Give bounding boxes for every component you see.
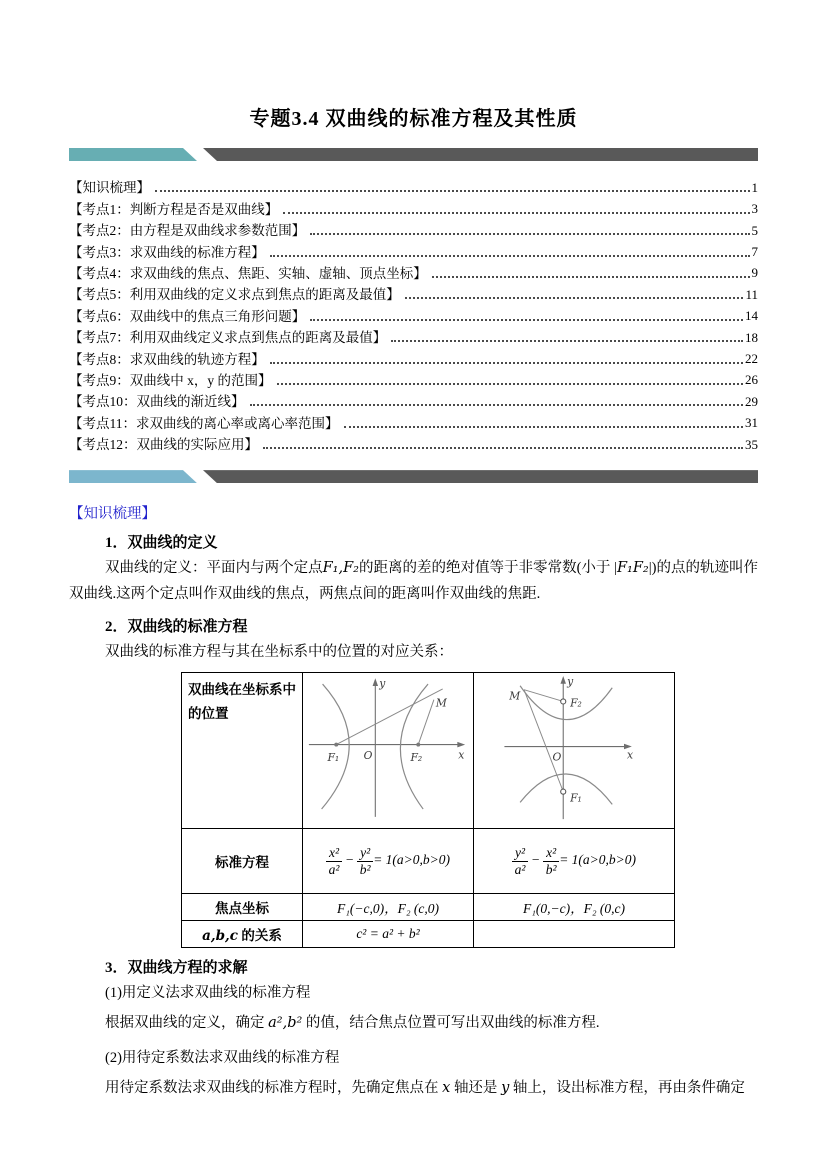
toc-item-label[interactable]: 【考点8：求双曲线的轨迹方程】 (69, 351, 265, 367)
toc-item-label[interactable]: 【知识梳理】 (69, 180, 150, 196)
math-x: x (442, 1080, 451, 1097)
math-f1f2-abs: F₁F₂ (616, 560, 649, 577)
axis-label-x: x (458, 748, 465, 762)
hyperbola-x-axis-diagram (305, 674, 471, 823)
definition-text: 双曲线的定义：平面内与两个定点 (105, 560, 323, 577)
toc-item-page: 35 (745, 436, 758, 452)
section3-line1: (1)用定义法求双曲线的标准方程 (105, 985, 311, 1002)
focus1-label: F₁ (327, 751, 340, 765)
fraction-x2-b2: $\frac{\text{x²}}{\text{b²}}$ (543, 845, 559, 878)
toc-row[interactable] (69, 389, 758, 410)
decorative-bar-top (69, 148, 758, 161)
foci-x-axis: F₁(−c,0)，F₂ (c,0) (303, 894, 474, 921)
focus2-label: F₂ (410, 751, 423, 765)
focus2-label: F₂ (569, 696, 582, 710)
axis-label-x: x (626, 748, 633, 762)
knowledge-heading: 【知识梳理】 (69, 506, 156, 523)
toc-item-label[interactable]: 【考点12：双曲线的实际应用】 (69, 437, 258, 453)
equation-rhs: = 1(a>0,b>0) (559, 852, 637, 868)
definition-text: 的距离的差的绝对值等于非零常数(小于 | (358, 560, 617, 577)
toc-row[interactable] (69, 368, 758, 389)
relation-value: c² = a² + b² (303, 921, 474, 948)
relation-empty-cell (474, 921, 675, 948)
toc-leader-dots (283, 212, 749, 214)
section3-line4: 用待定系数法求双曲线的标准方程时，先确定焦点在 x 轴还是 y 轴上，设出标准方程，再由条件确定 (105, 1080, 745, 1097)
hyperbola-table (181, 672, 675, 948)
toc-row[interactable] (69, 218, 758, 239)
toc-item-page: 29 (745, 393, 758, 409)
toc-row[interactable] (69, 346, 758, 367)
decorative-bar-bottom (69, 470, 758, 483)
position-row-label: 双曲线在坐标系中的位置 (182, 673, 303, 829)
foci-y-axis: F₁(0,−c)，F₂ (0,c) (474, 894, 675, 921)
toc-leader-dots (432, 276, 750, 278)
equation-x-axis: $\frac{\text{x²}}{\text{a²}}$ − $\frac{\text{y²}}{\text{b²}}$ = 1(a>0,b>0) (303, 829, 474, 894)
toc-item-page: 22 (745, 351, 758, 367)
hyperbola-y-axis-diagram (478, 674, 671, 823)
toc-leader-dots (155, 190, 750, 192)
equation-rhs: = 1(a>0,b>0) (373, 852, 451, 868)
toc-list (69, 175, 758, 453)
toc-item-page: 11 (745, 286, 758, 302)
origin-label: O (363, 749, 373, 763)
foci-row-label: 焦点坐标 (182, 894, 303, 921)
toc-row[interactable] (69, 303, 758, 324)
toc-item-page: 26 (745, 372, 758, 388)
table-row-relation (182, 921, 675, 948)
math-f1f2: F₁,F₂ (322, 560, 359, 577)
math-a2b2: a²,b² (268, 1015, 303, 1032)
table-row-equation (182, 829, 675, 894)
bar-gray-segment (189, 470, 758, 483)
toc-item-label[interactable]: 【考点7：利用双曲线定义求点到焦点的距离及最值】 (69, 330, 387, 346)
axis-label-y: y (566, 674, 573, 688)
point-m-label: M (435, 696, 447, 710)
math-y: y (501, 1080, 510, 1097)
toc-row[interactable] (69, 325, 758, 346)
toc-item-page: 9 (751, 265, 758, 281)
toc-item-label[interactable]: 【考点5：利用双曲线的定义求点到焦点的距离及最值】 (69, 287, 400, 303)
bar-teal-segment (69, 470, 197, 483)
equation-row-label: 标准方程 (182, 829, 303, 894)
toc-row[interactable] (69, 239, 758, 260)
toc-leader-dots (391, 340, 743, 342)
toc-item-page: 31 (745, 415, 758, 431)
point-m-label: M (508, 689, 520, 703)
table-row-position (182, 673, 675, 829)
toc-item-label[interactable]: 【考点1：判断方程是否是双曲线】 (69, 201, 279, 217)
toc-row[interactable] (69, 196, 758, 217)
toc-item-page: 1 (751, 179, 758, 195)
toc-row[interactable] (69, 282, 758, 303)
toc-leader-dots (277, 383, 744, 385)
definition-text: |)的点的轨迹叫作双曲线.这两个定点叫作双曲线的焦点，两焦点间的距离叫作双曲线的焦距. (69, 560, 758, 603)
focus1-label: F₁ (569, 791, 582, 805)
diagram-cell-y-axis (474, 673, 675, 829)
equation-y-axis: $\frac{\text{y²}}{\text{a²}}$ − $\frac{\text{x²}}{\text{b²}}$ = 1(a>0,b>0) (474, 829, 675, 894)
definition-paragraph (69, 555, 758, 607)
fraction-x2-a2: $\frac{\text{x²}}{\text{a²}}$ (326, 845, 342, 878)
toc-leader-dots (344, 426, 744, 428)
bar-gray-segment (189, 148, 758, 161)
toc-item-page: 7 (751, 244, 758, 260)
toc-leader-dots (310, 233, 749, 235)
toc-row[interactable] (69, 432, 758, 453)
toc-item-page: 18 (745, 329, 758, 345)
toc-item-label[interactable]: 【考点6：双曲线中的焦点三角形问题】 (69, 308, 306, 324)
toc-row[interactable] (69, 261, 758, 282)
diagram-cell-x-axis (303, 673, 474, 829)
axis-label-y: y (379, 677, 386, 691)
section3-line2: 根据双曲线的定义，确定 a²,b² 的值，结合焦点位置可写出双曲线的标准方程. (105, 1015, 600, 1032)
toc-leader-dots (310, 319, 743, 321)
toc-leader-dots (250, 404, 744, 406)
toc-leader-dots (405, 297, 744, 299)
relation-row-label: a,b,c 的关系 (182, 921, 303, 948)
toc-item-label[interactable]: 【考点10：双曲线的渐近线】 (69, 394, 245, 410)
toc-item-page: 5 (751, 222, 758, 238)
toc-row[interactable] (69, 410, 758, 431)
section2-intro: 双曲线的标准方程与其在坐标系中的位置的对应关系： (105, 644, 453, 661)
page-title: 专题3.4 双曲线的标准方程及其性质 (249, 108, 578, 130)
bar-teal-segment (69, 148, 197, 161)
toc-row[interactable] (69, 175, 758, 196)
toc-item-label[interactable]: 【考点9：双曲线中 x，y 的范围】 (69, 372, 272, 388)
fraction-y2-b2: $\frac{\text{y²}}{\text{b²}}$ (357, 845, 373, 878)
section3-title: 3．双曲线方程的求解 (105, 960, 248, 977)
section3-line3: (2)用待定系数法求双曲线的标准方程 (105, 1050, 340, 1067)
toc-item-label[interactable]: 【考点3：求双曲线的标准方程】 (69, 244, 265, 260)
fraction-y2-a2: $\frac{\text{y²}}{\text{a²}}$ (512, 845, 528, 878)
table-row-foci (182, 894, 675, 921)
toc-leader-dots (270, 362, 743, 364)
toc-item-page: 3 (751, 201, 758, 217)
toc-leader-dots (263, 447, 743, 449)
toc-leader-dots (270, 255, 750, 257)
toc-item-label[interactable]: 【考点11：求双曲线的离心率或离心率范围】 (69, 415, 339, 431)
section1-title: 1．双曲线的定义 (105, 535, 218, 552)
origin-label: O (551, 750, 561, 764)
toc-item-label[interactable]: 【考点4：求双曲线的焦点、焦距、实轴、虚轴、顶点坐标】 (69, 265, 427, 281)
toc-item-page: 14 (745, 308, 758, 324)
section2-title: 2．双曲线的标准方程 (105, 619, 248, 636)
section3 (69, 956, 758, 1102)
toc-item-label[interactable]: 【考点2：由方程是双曲线求参数范围】 (69, 223, 306, 239)
